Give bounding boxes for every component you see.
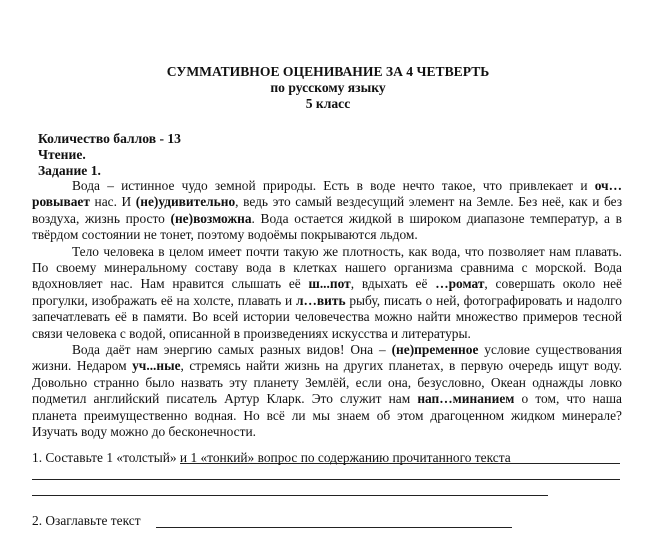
text-run: условие существования жизни. Недаром bbox=[32, 342, 622, 374]
text-run: о том, что наша планета преимущественно водная. Но всё ли мы знаем об этом драгоценном жидком минерале? Изучать воду можно до бесконечности. bbox=[32, 391, 623, 440]
text-run: рыбу, писать о ней, фотографировать и надолго запечатлевать её в памяти. Во всей истории человечества можно найти множество примеров тесной связи человека с водой, описанной в произведениях искусства и литературы. bbox=[32, 292, 623, 341]
text-run: Вода – истинное чудо земной природы. Есть в воде нечто такое, что привлекает и bbox=[72, 178, 595, 193]
text-run: . Вода остается жидкой в широком диапазоне температур, а в твёрдом состоянии не тонет, поэтому водоёмы покрываются льдом. bbox=[32, 210, 622, 243]
text-run: , вдыхать её bbox=[350, 276, 436, 292]
text-run: , ведь это самый вездесущий элемент на Земле. Без неё, как и без воздуха, жизнь просто bbox=[32, 194, 622, 226]
text-run: Вода даёт нам энергию самых разных видов! Она – bbox=[72, 342, 392, 358]
page-title: СУММАТИВНОЕ ОЦЕНИВАНИЕ ЗА 4 ЧЕТВЕРТЬ bbox=[166, 64, 490, 79]
gap-word: (не)удивительно bbox=[135, 194, 236, 210]
gap-word: нап…минанием bbox=[417, 391, 515, 407]
paragraph-2 bbox=[32, 244, 622, 342]
text-run: нас. И bbox=[89, 194, 136, 210]
gap-word: (не)возможна bbox=[170, 210, 252, 226]
answer-line-1[interactable] bbox=[180, 463, 620, 464]
answer-line-3[interactable] bbox=[32, 495, 548, 496]
subject-line: по русскому языку bbox=[270, 80, 386, 95]
text-run: Тело человека в целом имеет почти такую же плотность, как вода, что позволяет нам плавать. По своему минеральному составу вода в клетках нашего организма сравнима с морской. Вода вдохновляет нас. Нам нравится слышать её bbox=[32, 243, 622, 292]
reading-text bbox=[32, 178, 622, 441]
question-2: 2. Озаглавьте текст bbox=[32, 513, 141, 528]
text-run: , стремясь найти жизнь на других планетах, в первую очередь ищут воду. Довольно странно было назвать эту планету Землёй, если она, безусловно, Океан однажды ловко подметил английский писатель Артур Кларк. Это служит нам bbox=[32, 358, 622, 407]
text-run: , совершать около неё прогулки, изображать её на холсте, плавать и bbox=[32, 276, 622, 308]
gap-word: ш...пот bbox=[308, 276, 351, 292]
gap-word: уч...ные bbox=[132, 358, 181, 374]
answer-line-2[interactable] bbox=[32, 479, 620, 480]
paragraph-1 bbox=[32, 178, 622, 244]
section-label: Чтение. bbox=[38, 147, 86, 162]
gap-word: (не)пременное bbox=[391, 342, 479, 358]
grade-line: 5 класс bbox=[305, 96, 351, 111]
task-label: Задание 1. bbox=[38, 163, 101, 178]
gap-word: л…вить bbox=[296, 292, 346, 308]
question-1: 1. Составьте 1 «толстый» и 1 «тонкий» вопрос по содержанию прочитанного текста bbox=[32, 450, 511, 465]
title-answer-line[interactable] bbox=[156, 527, 512, 528]
gap-word: …ромат bbox=[435, 276, 485, 292]
gap-word: оч…ровывает bbox=[32, 178, 622, 210]
paragraph-3 bbox=[32, 342, 622, 440]
points-line: Количество баллов - 13 bbox=[38, 131, 181, 146]
